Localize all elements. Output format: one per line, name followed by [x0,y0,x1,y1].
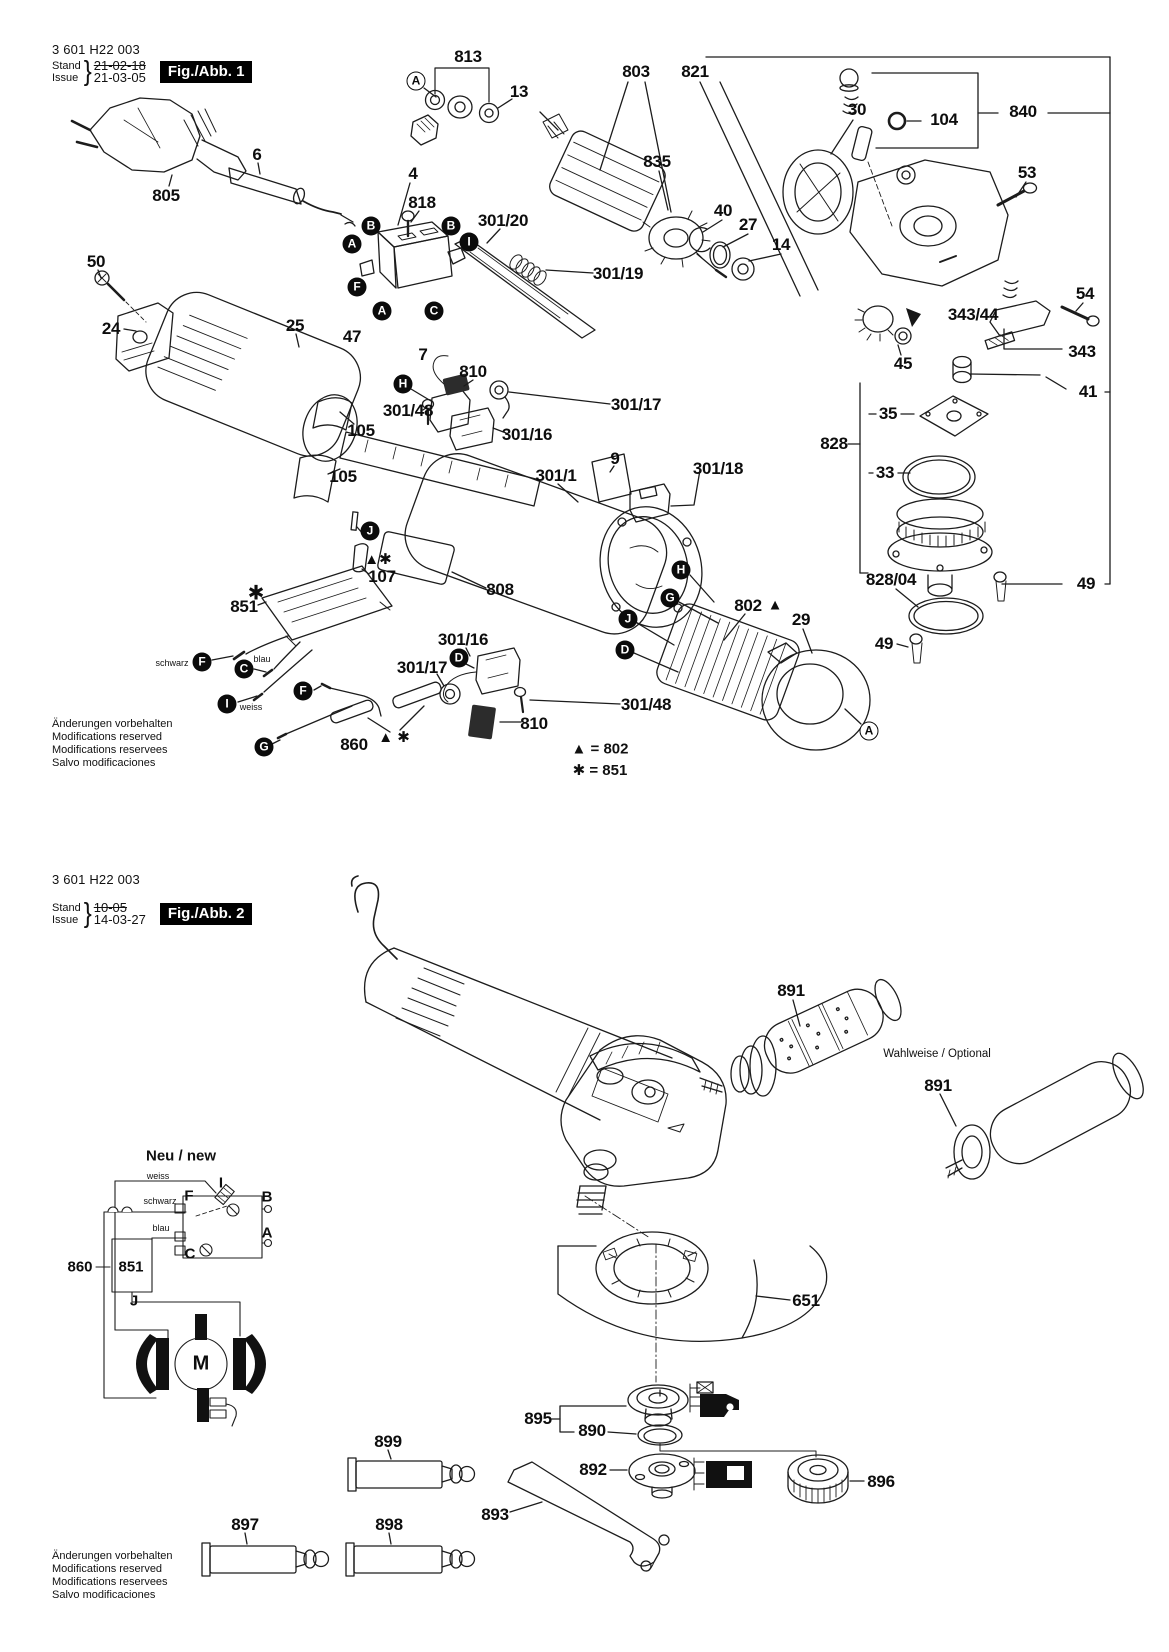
schematic-label-851: 851 [118,1258,144,1276]
footer-line: Salvo modificaciones [52,1589,156,1601]
part-label-301-18: 301/18 [692,459,744,478]
legend-802: ▲ = 802 [571,740,629,758]
part-label-896: 896 [867,1472,895,1491]
part-label-860: 860 [340,735,368,754]
part-label-821: 821 [681,62,709,81]
footer-line: Modifications reserved [52,1563,163,1575]
callout-a: A [860,722,879,741]
part-label-810: 810 [459,362,487,381]
schematic-letter-f: F [184,1187,194,1205]
part-label-33: 33 [875,463,895,482]
part-label-104: 104 [930,110,958,129]
handle-891b-drawing [940,1049,1149,1179]
bearing-set-813-drawing [411,68,512,145]
footer-line: Salvo modificaciones [52,757,156,769]
fig1-old-date: 21-02-18 [93,57,146,73]
callout-b: B [442,217,461,236]
text-label-neu-new: Neu / new [145,1147,217,1165]
part-label-828-04: 828/04 [865,570,917,589]
part-label-25: 25 [285,316,305,335]
part-label-898: 898 [375,1515,403,1534]
schematic-label-860: 860 [67,1258,93,1276]
brush-cluster-bottom-drawing [437,648,620,740]
fig1-part-number: 3 601 H22 003 [52,42,140,57]
callout-f: F [348,278,367,297]
issue-label: Issue [52,914,79,926]
wire-color-label-schwarz: schwarz [143,1196,177,1206]
part-label-49: 49 [1076,574,1096,593]
callout-d: D [616,641,635,660]
fig1-header [52,42,252,86]
field-housing-25-drawing [136,283,370,502]
handle-891a-drawing [731,976,906,1096]
marker-: ✱ [247,582,265,605]
wire-color-label-schwarz: schwarz [155,658,189,668]
schematic-letter-b: B [261,1188,273,1206]
part-label-35: 35 [878,404,898,423]
part-label-49: 49 [874,634,894,653]
part-label-890: 890 [578,1421,606,1440]
part-label-29: 29 [791,610,811,629]
fig2-issue-date: 14-03-27 [93,912,146,927]
part-label-24: 24 [101,319,121,338]
part-label-803: 803 [622,62,650,81]
part-label-805: 805 [152,186,180,205]
part-label-301-1: 301/1 [535,466,577,485]
schematic-letter-m: M [192,1352,210,1375]
wire-color-label-weiss: weiss [146,1171,170,1181]
bearing-cover-29-drawing [762,629,870,750]
marker-: ▲ ✱ [378,729,410,746]
callout-b: B [362,217,381,236]
part-label-54: 54 [1075,284,1095,303]
part-label-53: 53 [1017,163,1037,182]
fig2-footer [52,1550,172,1602]
part-label-30: 30 [847,100,867,119]
part-label-45: 45 [893,354,913,373]
brush-cluster-top-drawing [340,356,610,506]
gear-column-828-drawing [848,357,1006,664]
callout-h: H [394,375,413,394]
callout-g: G [255,738,274,757]
callout-i: I [218,695,237,714]
stand-label: Stand [52,902,81,914]
part-label-301-19: 301/19 [592,264,644,283]
brace-glyph: } [83,897,92,929]
footer-line: Modifications reserved [52,731,163,743]
mounting-pictogram-2 [694,1458,752,1490]
callout-g: G [661,589,680,608]
part-label-893: 893 [481,1505,509,1524]
grease-tubes-drawing [202,1450,475,1576]
part-label-835: 835 [643,152,671,171]
marker-: ▲ [767,596,783,614]
footer-line: Änderungen vorbehalten [52,718,173,730]
fig2-title-badge: Fig./Abb. 2 [160,903,253,925]
footer-line: Modifications reservees [52,744,168,756]
fig1-issue-date: 21-03-05 [93,70,146,85]
callout-h: H [672,561,691,580]
callout-a: A [407,72,426,91]
part-label-897: 897 [231,1515,259,1534]
callout-a: A [343,235,362,254]
legend-851: ✱ = 851 [572,762,628,779]
pin-107-drawing [351,512,369,574]
switch-block-drawing [360,183,595,338]
wire-color-label-blau: blau [253,654,271,664]
footer-line: Modifications reservees [52,1576,168,1588]
part-label-14: 14 [771,235,791,254]
part-label-343: 343 [1068,342,1096,361]
callout-c: C [235,660,254,679]
text-label-wahlweise-optional: Wahlweise / Optional [883,1048,991,1060]
part-label-891: 891 [777,981,805,1000]
callout-d: D [450,649,469,668]
part-label-892: 892 [579,1460,607,1479]
issue-label: Issue [52,72,79,84]
part-label-895: 895 [524,1409,552,1428]
fig1-title-badge: Fig./Abb. 1 [160,61,253,83]
schematic-letter-j: J [129,1292,139,1310]
callout-f: F [294,682,313,701]
fig2-old-date: 10-05 [93,899,128,915]
wire-color-label-weiss: weiss [239,702,263,712]
part-label-891: 891 [924,1076,952,1095]
part-label-301-20: 301/20 [477,211,529,230]
part-label-651: 651 [792,1291,820,1310]
part-label-301-48: 301/48 [382,401,434,420]
brace-glyph: } [83,55,92,87]
plug-805-drawing [72,98,246,186]
fig1-footer [52,718,172,770]
part-label-818: 818 [408,193,436,212]
part-label-301-48: 301/48 [620,695,672,714]
air-ring-30-drawing [783,120,853,234]
part-label-301-17: 301/17 [610,395,662,414]
part-label-301-17: 301/17 [396,658,448,677]
part-label-4: 4 [408,164,418,183]
grinder-body-drawing [352,876,727,1214]
mounting-pictogram-1 [690,1382,739,1417]
motor-housing-301-1-drawing [378,444,716,644]
part-label-810: 810 [520,714,548,733]
part-label-50: 50 [86,252,106,271]
fig2-header [52,872,252,928]
marker-: ▲✱ [364,551,392,568]
guard-651-drawing [558,1196,827,1382]
schematic-letter-i: I [218,1174,224,1192]
board-851-drawing [212,566,443,744]
gear-housing-drawing [850,160,1037,286]
schematic-letter-c: C [184,1245,196,1263]
wire-color-label-blau: blau [152,1223,170,1233]
part-label-107: 107 [368,567,396,586]
part-label-343-44: 343/44 [947,305,999,324]
callout-c: C [425,302,444,321]
armature-803-drawing [540,82,726,277]
part-label-105: 105 [347,421,375,440]
wiring-schematic-drawing [96,1181,272,1426]
part-label-41: 41 [1078,382,1098,401]
fig2-part-number: 3 601 H22 003 [52,872,140,887]
schematic-letter-a: A [261,1224,273,1242]
footer-line: Änderungen vorbehalten [52,1550,173,1562]
cable-6-drawing [229,163,355,226]
part-label-808: 808 [486,580,514,599]
part-label-301-16: 301/16 [501,425,553,444]
callout-j: J [619,610,638,629]
part-label-813: 813 [454,47,482,66]
clamp-24-drawing [95,270,173,371]
callout-j: J [361,522,380,541]
part-label-27: 27 [738,215,758,234]
part-label-899: 899 [374,1432,402,1451]
callout-a: A [373,302,392,321]
part-label-6: 6 [252,145,262,164]
part-label-13: 13 [509,82,529,101]
callout-i: I [460,233,479,252]
part-label-828: 828 [820,434,848,453]
callout-f: F [193,653,212,672]
part-label-105: 105 [329,467,357,486]
part-label-47: 47 [342,327,362,346]
pinion-45-drawing [855,306,921,355]
fig1-drawing [72,57,1110,750]
part-label-802: 802 [734,596,762,615]
part-label-840: 840 [1009,102,1037,121]
fig2-drawing [93,876,1149,1576]
part-label-851: 851 [230,597,258,616]
part-label-40: 40 [713,201,733,220]
part-label-7: 7 [418,345,428,364]
flange-stack-drawing [508,1385,864,1571]
lever-343-drawing [985,281,1099,349]
ring-set-drawing [689,220,781,280]
stand-label: Stand [52,60,81,72]
part-label-301-16: 301/16 [437,630,489,649]
part-label-9: 9 [610,449,620,468]
